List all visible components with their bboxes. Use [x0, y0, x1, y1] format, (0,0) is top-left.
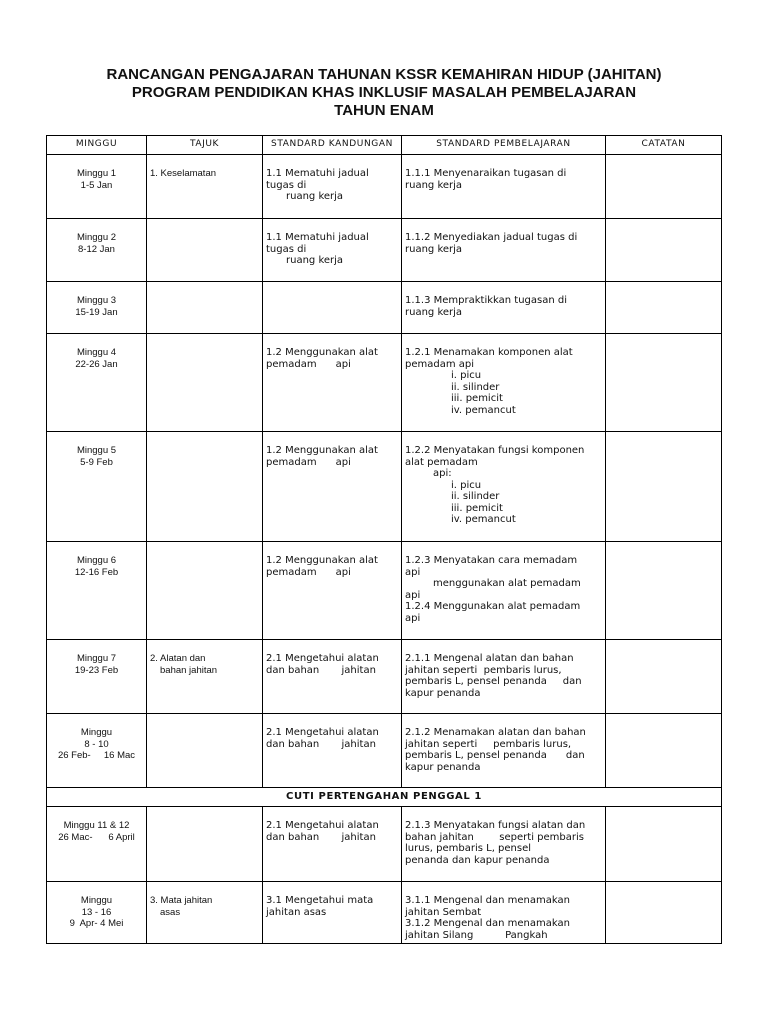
topic-text: bahan jahitan [160, 664, 218, 676]
lesson-plan-table [46, 135, 722, 944]
week-cell [47, 155, 147, 219]
sp-line: api [405, 589, 421, 601]
sk-line: pemadam api [266, 358, 351, 370]
week-cell [47, 282, 147, 334]
sp-line: pembaris L, pensel penanda dan [405, 750, 585, 761]
week-label: Minggu 4 [76, 347, 117, 358]
topic-cell [147, 807, 263, 882]
sp-line: iv. pemancut [451, 404, 516, 416]
holiday-row [47, 788, 722, 807]
sk-line: 3.1 Mengetahui mata [266, 895, 374, 906]
week-cell [47, 542, 147, 640]
week-dates: 19-23 Feb [74, 664, 119, 676]
sp-line: 2.1.1 Mengenal alatan dan bahan [405, 653, 574, 664]
sk-line: ruang kerja [286, 191, 344, 202]
standard-kandungan-cell [263, 155, 402, 219]
sp-line: api: [433, 468, 452, 479]
week-dates: 1-5 Jan [80, 179, 113, 191]
table-row [47, 542, 722, 640]
standard-pembelajaran-cell [402, 714, 606, 788]
week-label: Minggu 1 [76, 168, 117, 179]
table-row [47, 714, 722, 788]
catatan-cell [606, 155, 722, 219]
title-line-2: PROGRAM PENDIDIKAN KHAS INKLUSIF MASALAH PEMBELAJARAN [131, 84, 637, 101]
sk-line: jahitan asas [266, 906, 327, 918]
sp-line: 1.1.3 Mempraktikkan tugasan di [405, 295, 567, 306]
header-minggu: MINGGU [47, 136, 147, 155]
catatan-cell [606, 882, 722, 944]
topic-cell [147, 432, 263, 542]
sk-line: dan bahan jahitan [266, 664, 376, 676]
standard-pembelajaran-cell [402, 334, 606, 432]
sp-line: pemadam api [405, 358, 475, 370]
table-row [47, 155, 722, 219]
sk-line: 2.1 Mengetahui alatan [266, 727, 379, 738]
sp-line: ruang kerja [405, 179, 463, 191]
sk-line: tugas di [266, 243, 307, 255]
week-dates: 15-19 Jan [75, 306, 118, 318]
document-title [0, 66, 768, 120]
standard-pembelajaran-cell [402, 542, 606, 640]
catatan-cell [606, 432, 722, 542]
week-dates: 5-9 Feb [80, 456, 113, 468]
week-dates: 12-16 Feb [74, 566, 119, 578]
sp-line: iii. pemicit [451, 502, 503, 514]
sk-line: 1.1 Mematuhi jadual [266, 168, 369, 179]
sp-line: 2.1.3 Menyatakan fungsi alatan dan [405, 820, 586, 831]
topic-cell [147, 882, 263, 944]
topic-cell [147, 334, 263, 432]
table-header-row [47, 136, 722, 155]
title-line-1: RANCANGAN PENGAJARAN TAHUNAN KSSR KEMAHIRAN HIDUP (JAHITAN) [106, 66, 662, 83]
catatan-cell [606, 714, 722, 788]
table-row [47, 432, 722, 542]
sk-line: 2.1 Mengetahui alatan [266, 820, 379, 831]
topic-cell [147, 282, 263, 334]
table-row [47, 219, 722, 282]
standard-pembelajaran-cell [402, 155, 606, 219]
sp-line: kapur penanda [405, 761, 481, 773]
week-dates: 26 Mac- 6 April [58, 831, 135, 843]
sp-line: ruang kerja [405, 243, 463, 255]
title-line-3: TAHUN ENAM [334, 102, 434, 119]
sp-line: 1.1.2 Menyediakan jadual tugas di [405, 232, 578, 243]
week-label: Minggu 3 [76, 295, 117, 306]
standard-pembelajaran-cell [402, 882, 606, 944]
table-row [47, 640, 722, 714]
sp-line: menggunakan alat pemadam [433, 578, 581, 589]
standard-pembelajaran-cell [402, 640, 606, 714]
standard-kandungan-cell [263, 432, 402, 542]
sp-line: i. picu [451, 370, 482, 381]
sp-line: api [405, 566, 421, 578]
week-dates: 8-12 Jan [78, 243, 115, 255]
sk-line: 1.1 Mematuhi jadual [266, 232, 369, 243]
sp-line: penanda dan kapur penanda [405, 854, 550, 866]
sk-line: ruang kerja [286, 255, 344, 266]
week-cell [47, 219, 147, 282]
table-row [47, 882, 722, 944]
sp-line: 1.2.1 Menamakan komponen alat [405, 347, 573, 358]
standard-kandungan-cell [263, 282, 402, 334]
week-cell [47, 807, 147, 882]
sk-line: dan bahan jahitan [266, 738, 376, 750]
topic-cell [147, 155, 263, 219]
sk-line: pemadam api [266, 566, 351, 578]
topic-text: 2. Alatan dan [150, 653, 206, 664]
week-cell [47, 334, 147, 432]
standard-pembelajaran-cell [402, 219, 606, 282]
week-dates: 9 Apr- 4 Mei [69, 918, 124, 929]
sp-line: api [405, 612, 421, 624]
standard-kandungan-cell [263, 882, 402, 944]
topic-cell [147, 219, 263, 282]
sk-line: tugas di [266, 179, 307, 191]
sp-line: 3.1.2 Mengenal dan menamakan [405, 918, 570, 929]
week-label: Minggu 11 & 12 [63, 820, 130, 831]
sp-line: 1.2.2 Menyatakan fungsi komponen [405, 445, 585, 456]
week-label: Minggu 7 [76, 653, 117, 664]
week-cell [47, 882, 147, 944]
week-cell [47, 714, 147, 788]
header-catatan: CATATAN [606, 136, 722, 155]
sp-line: lurus, pembaris L, pensel [405, 843, 532, 854]
catatan-cell [606, 334, 722, 432]
standard-kandungan-cell [263, 219, 402, 282]
topic-cell [147, 542, 263, 640]
catatan-cell [606, 542, 722, 640]
sp-line: 2.1.2 Menamakan alatan dan bahan [405, 727, 586, 738]
sk-line: 1.2 Menggunakan alat [266, 555, 378, 566]
standard-kandungan-cell [263, 334, 402, 432]
sp-line: jahitan Silang Pangkah [405, 929, 548, 941]
table-row [47, 282, 722, 334]
topic-text: asas [160, 906, 181, 918]
sk-line: 1.2 Menggunakan alat [266, 347, 378, 358]
sk-line: dan bahan jahitan [266, 831, 376, 843]
sp-line: 3.1.1 Mengenal dan menamakan [405, 895, 570, 906]
catatan-cell [606, 640, 722, 714]
sk-line: 1.2 Menggunakan alat [266, 445, 378, 456]
table-row [47, 334, 722, 432]
sp-line: i. picu [451, 479, 482, 491]
topic-cell [147, 714, 263, 788]
week-dates: 8 - 10 [84, 738, 109, 750]
sp-line: jahitan Sembat [405, 906, 482, 918]
holiday-label: CUTI PERTENGAHAN PENGGAL 1 [47, 788, 722, 807]
sp-line: pembaris L, pensel penanda dan [405, 676, 582, 687]
week-label: Minggu [80, 727, 113, 738]
sk-line: pemadam api [266, 456, 351, 468]
sp-line: bahan jahitan seperti pembaris [405, 831, 584, 843]
week-dates: 22-26 Jan [75, 358, 118, 370]
standard-pembelajaran-cell [402, 432, 606, 542]
catatan-cell [606, 219, 722, 282]
standard-kandungan-cell [263, 714, 402, 788]
sp-line: 1.2.3 Menyatakan cara memadam [405, 555, 578, 566]
week-cell [47, 640, 147, 714]
catatan-cell [606, 282, 722, 334]
sp-line: kapur penanda [405, 687, 481, 699]
sp-line: ruang kerja [405, 306, 463, 318]
standard-pembelajaran-cell [402, 282, 606, 334]
week-cell [47, 432, 147, 542]
sp-line: jahitan seperti pembaris lurus, [405, 738, 572, 750]
sp-line: ii. silinder [451, 491, 500, 502]
sk-line: 2.1 Mengetahui alatan [266, 653, 379, 664]
topic-text: 3. Mata jahitan [150, 895, 213, 906]
sp-line: 1.2.4 Menggunakan alat pemadam [405, 601, 581, 612]
sp-line: alat pemadam [405, 456, 478, 468]
table-row [47, 807, 722, 882]
week-label: Minggu 5 [76, 445, 117, 456]
week-label: Minggu [80, 895, 113, 906]
week-label: Minggu 6 [76, 555, 117, 566]
header-standard-pembelajaran: STANDARD PEMBELAJARAN [402, 136, 606, 155]
topic-cell [147, 640, 263, 714]
header-standard-kandungan: STANDARD KANDUNGAN [263, 136, 402, 155]
standard-pembelajaran-cell [402, 807, 606, 882]
topic-text: 1. Keselamatan [150, 168, 217, 179]
week-dates: 26 Feb- 16 Mac [57, 750, 136, 761]
week-dates: 13 - 16 [81, 906, 112, 918]
header-tajuk: TAJUK [147, 136, 263, 155]
standard-kandungan-cell [263, 640, 402, 714]
sp-line: ii. silinder [451, 381, 500, 393]
sp-line: iv. pemancut [451, 514, 516, 525]
sp-line: jahitan seperti pembaris lurus, [405, 664, 562, 676]
sp-line: iii. pemicit [451, 393, 503, 404]
catatan-cell [606, 807, 722, 882]
standard-kandungan-cell [263, 542, 402, 640]
sp-line: 1.1.1 Menyenaraikan tugasan di [405, 168, 567, 179]
week-label: Minggu 2 [76, 232, 117, 243]
standard-kandungan-cell [263, 807, 402, 882]
